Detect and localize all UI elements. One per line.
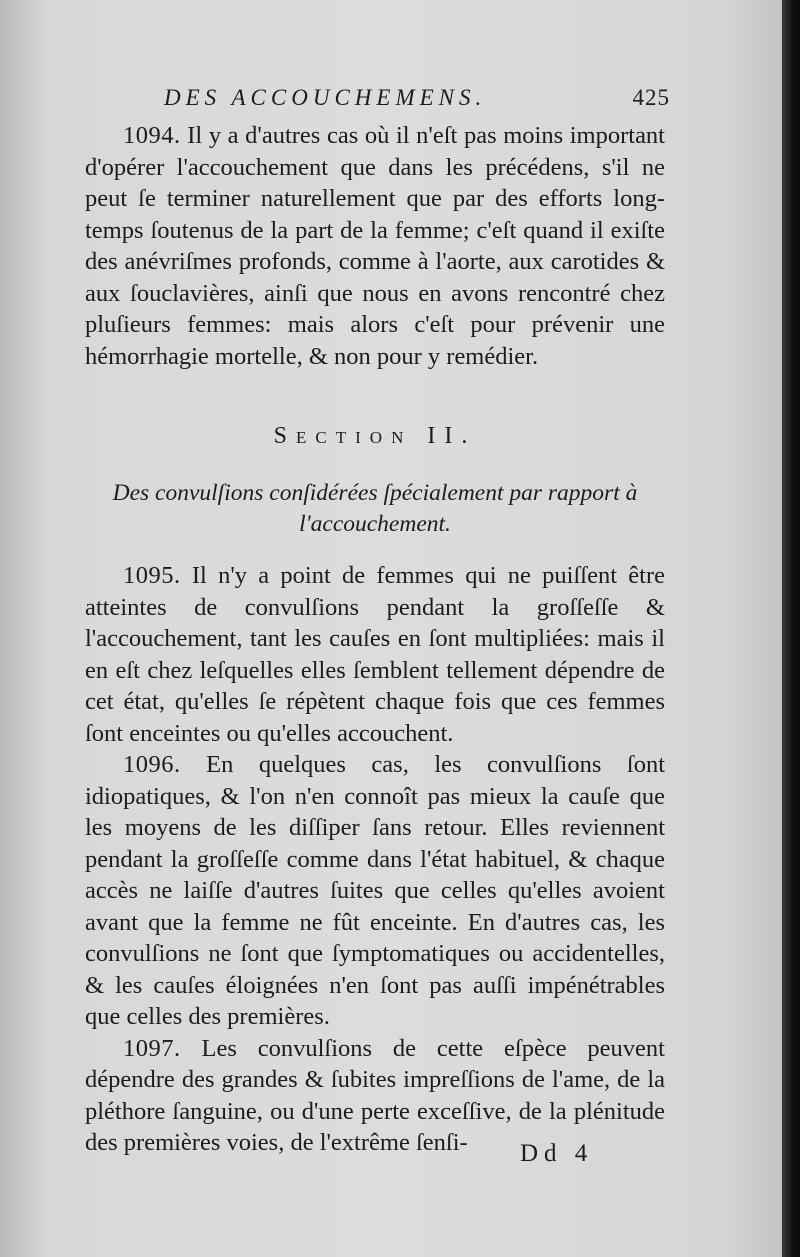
running-head bbox=[150, 85, 670, 119]
paragraph-number: 1096. bbox=[123, 751, 181, 778]
running-head-title: DES ACCOUCHEMENS. bbox=[164, 85, 487, 110]
page-edge-shadow bbox=[782, 0, 800, 1257]
paragraph-text: Les convulſions de cette eſpèce peuvent dépendre des grandes & ſubites impreſſions de l'ame, de la pléthore ſanguine, ou d'une perte exceſſive, de la plénitude des premières voies, de l'extrême ſenſi- bbox=[85, 1034, 665, 1156]
section-heading-word: Section bbox=[273, 423, 413, 449]
paragraph-number: 1094. bbox=[123, 122, 181, 149]
page-number: 425 bbox=[632, 85, 670, 110]
paragraph-block-top bbox=[85, 120, 665, 372]
section-heading-numeral: II. bbox=[427, 423, 477, 449]
paragraph-1096 bbox=[85, 749, 665, 1033]
paragraph-1094 bbox=[85, 120, 665, 372]
section-subtitle: Des convulſions conſidérées ſpécialement par rapport à l'accouchement. bbox=[112, 480, 638, 537]
paragraph-block-main bbox=[85, 560, 665, 1159]
section-heading bbox=[85, 423, 665, 450]
paragraph-1095 bbox=[85, 560, 665, 749]
paragraph-text: En quelques cas, les convulſions ſont idiopatiques, & l'on n'en connoît pas mieux la cauſe que les moyens de les diſſiper ſans retour. Elles reviennent pendant la groſſeſſe comme dans l'état habituel, & chaque accès ne laiſſe d'autres ſuites que celles qu'elles avoient avant que la femme ne fût enceinte. En d'autres cas, les convulſions ne ſont que ſymptomatiques ou accidentelles, & les cauſes éloignées n'en ſont pas auſſi impénétrables que celles des premières. bbox=[85, 751, 665, 1030]
paragraph-text: Il y a d'autres cas où il n'eſt pas moins important d'opérer l'accouchement que dans les précédens, s'il ne peut ſe terminer naturellement que par des efforts long-temps ſoutenus de la part de la femme; c'eſt quand il exiſte des anévriſmes profonds, comme à l'aorte, aux carotides & aux ſouclavières, ainſi que nous en avons rencontré chez pluſieurs femmes: mais alors c'eſt pour prévenir une hémorrhagie mortelle, & non pour y remédier. bbox=[85, 122, 665, 370]
paragraph-number: 1095. bbox=[123, 562, 181, 589]
paragraph-number: 1097. bbox=[123, 1034, 181, 1062]
paragraph-text: Il n'y a point de femmes qui ne puiſſent être atteintes de convulſions pendant la groſſeſſe & l'accouchement, tant les cauſes en ſont multipliées: mais il en eſt chez leſquelles elles ſemblent tellement dépendre de cet état, qu'elles ſe répètent chaque fois que ces femmes ſont enceintes ou qu'elles accouchent. bbox=[85, 562, 665, 747]
signature-mark: Dd 4 bbox=[520, 1140, 594, 1167]
